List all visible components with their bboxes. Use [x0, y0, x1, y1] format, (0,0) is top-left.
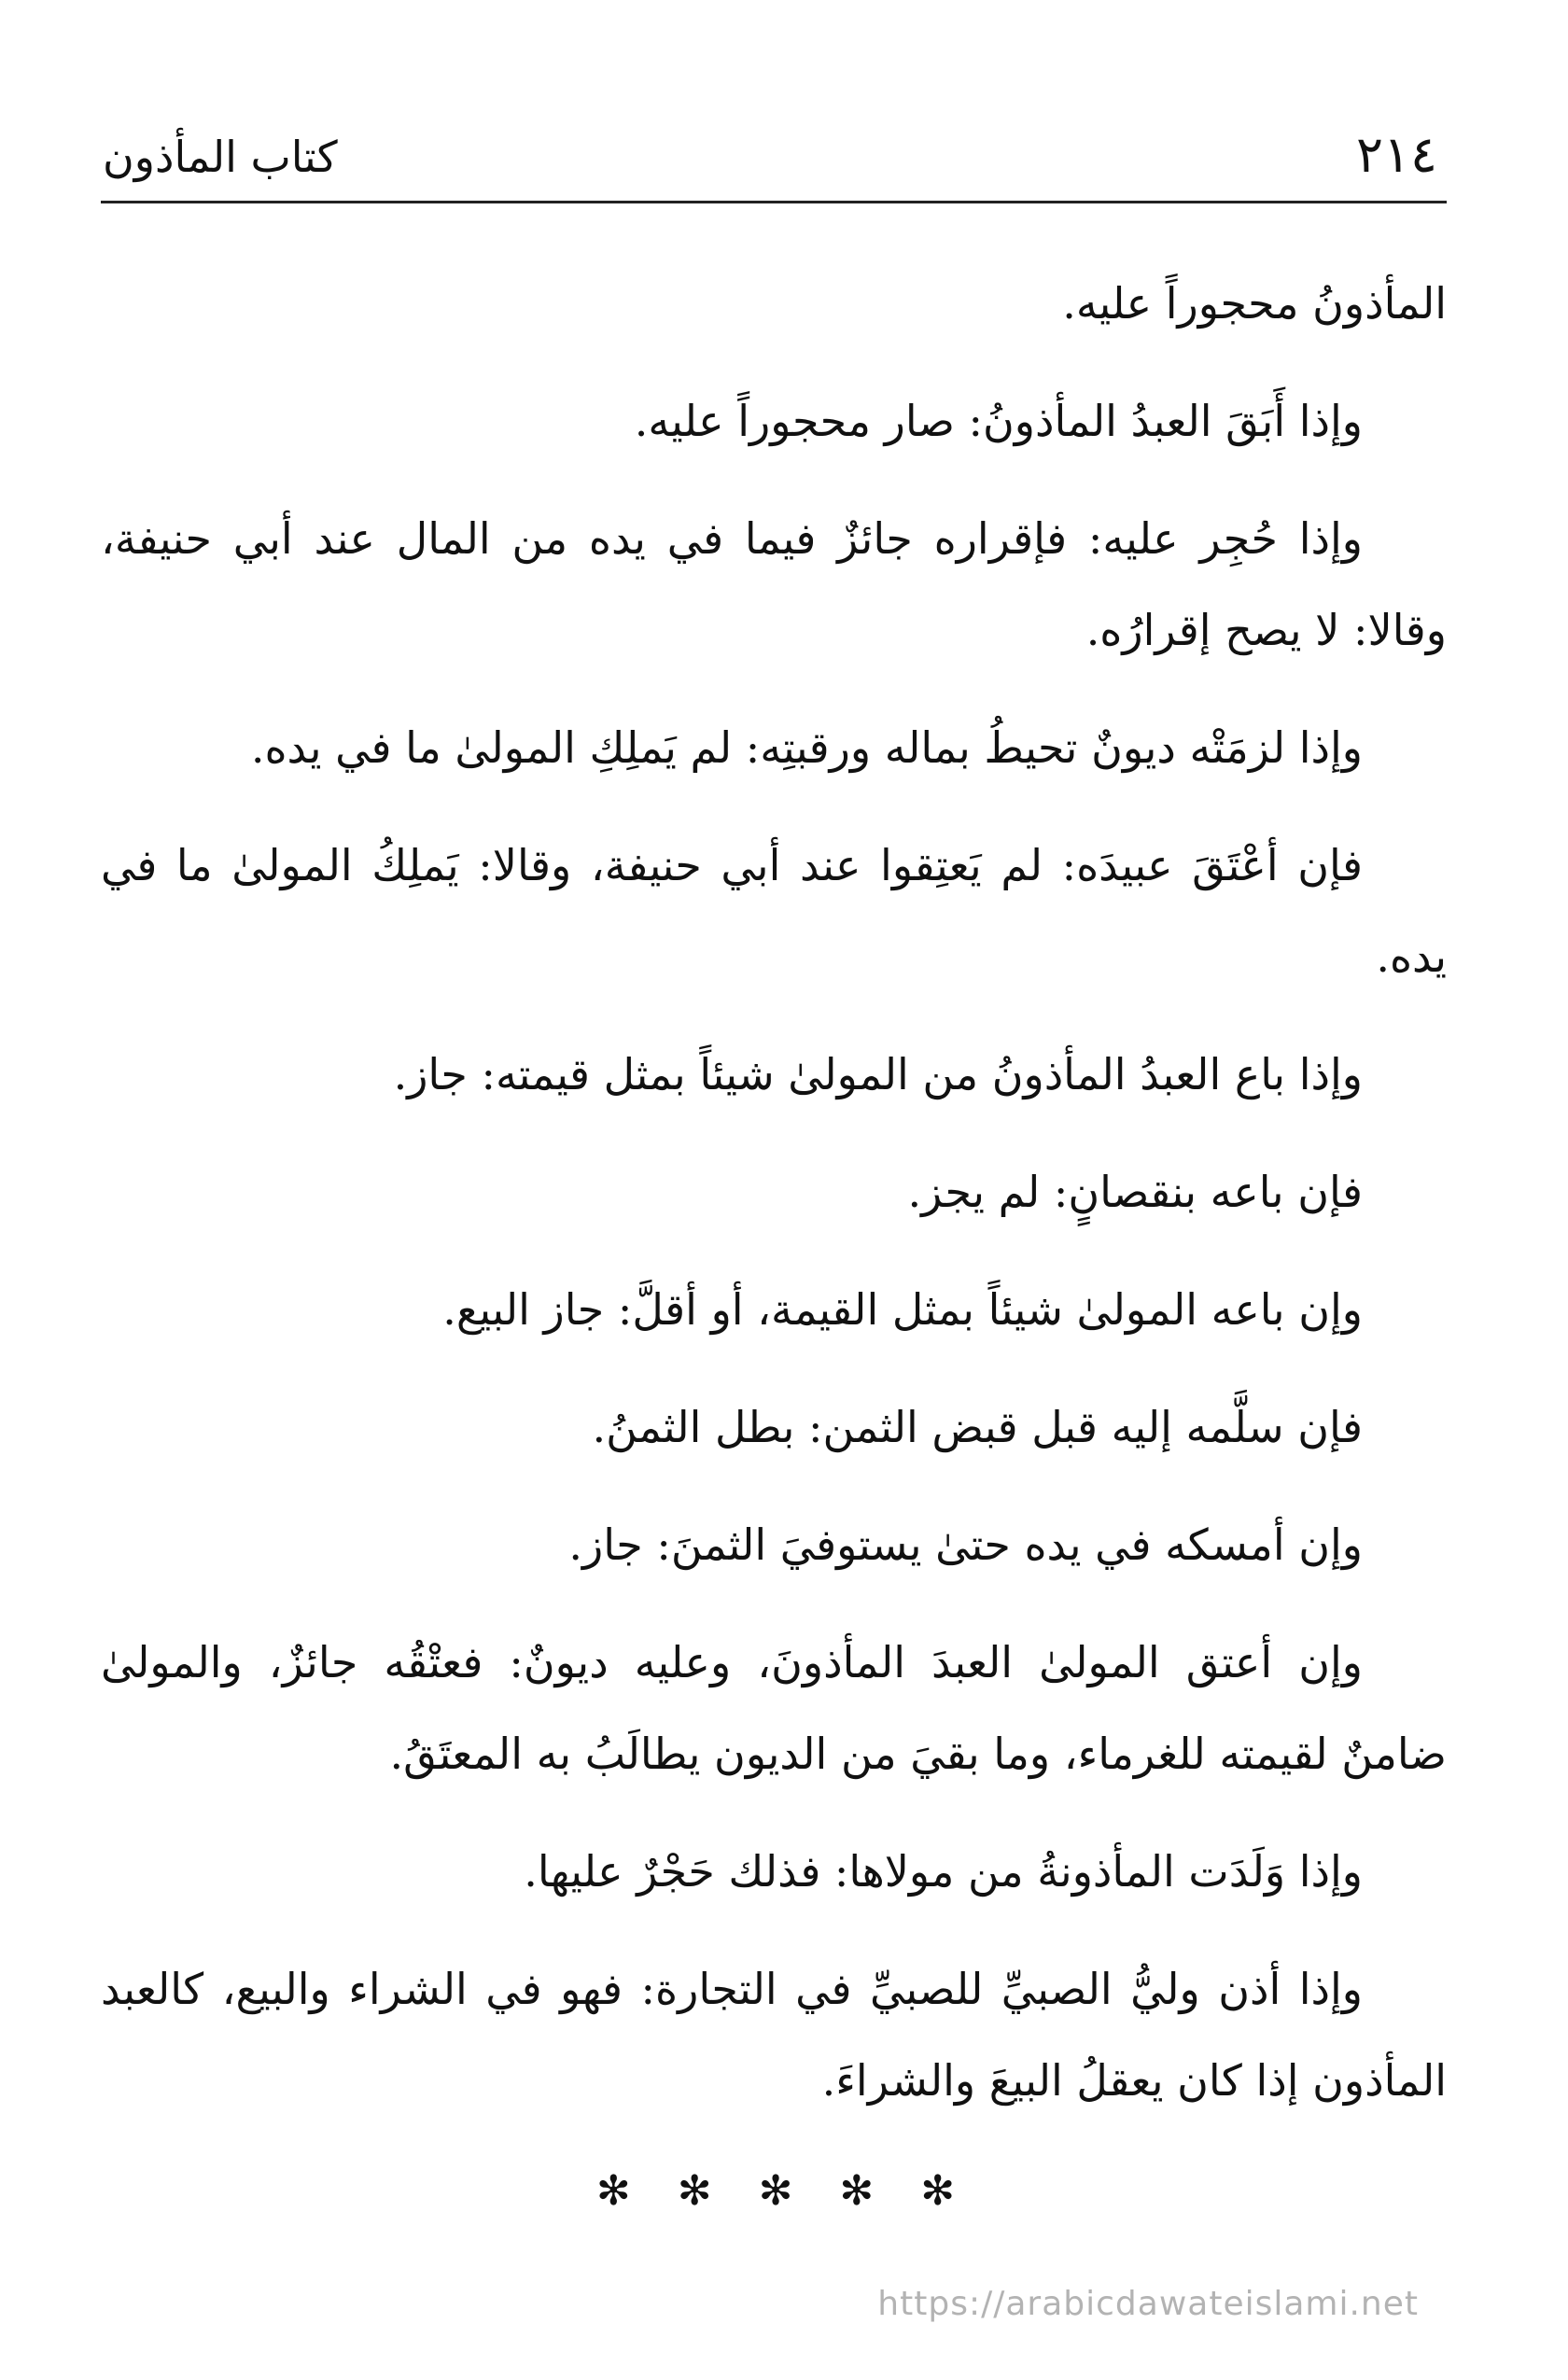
section-end-ornament: ✻ ✻ ✻ ✻ ✻	[595, 2167, 973, 2215]
page-number: ٢١٤	[1355, 125, 1437, 184]
paragraph: وإذا أَبَقَ العبدُ المأذونُ: صار محجوراً عليه.	[634, 396, 1363, 446]
paragraph: وإن أمسكه في يده حتىٰ يستوفيَ الثمنَ: جاز.	[568, 1519, 1363, 1570]
paragraph: فإن باعه بنقصانٍ: لم يجز.	[907, 1167, 1363, 1217]
paragraph: فإن أعْتَقَ عبيدَه: لم يَعتِقوا عند أبي حنيفة، وقالا: يَملِكُ المولىٰ ما في يده.	[101, 840, 1447, 982]
watermark-url: https://arabicdawateislami.net	[877, 2285, 1419, 2323]
header-divider	[101, 201, 1447, 203]
paragraph: وإذا باع العبدُ المأذونُ من المولىٰ شيئاً بمثل قيمته: جاز.	[393, 1049, 1363, 1099]
paragraph: وإذا حُجِر عليه: فإقراره جائزٌ فيما في يده من المال عند أبي حنيفة، وقالا: لا يصح إقرارُه.	[101, 513, 1447, 655]
paragraph: المأذونُ محجوراً عليه.	[1062, 278, 1447, 329]
paragraph: وإذا أذن وليُّ الصبيِّ للصبيِّ في التجارة: فهو في الشراء والبيع، كالعبد المأذون إذا كان يعقلُ البيعَ والشراءَ.	[101, 1964, 1447, 2106]
paragraph: وإن باعه المولىٰ شيئاً بمثل القيمة، أو أقلَّ: جاز البيع.	[442, 1284, 1363, 1335]
running-header	[101, 121, 1447, 205]
paragraph: فإن سلَّمه إليه قبل قبض الثمن: بطل الثمنُ.	[592, 1402, 1363, 1452]
paragraph: وإن أعتق المولىٰ العبدَ المأذونَ، وعليه ديونٌ: فعتْقُه جائزٌ، والمولىٰ ضامنٌ لقيمته للغرماء، وما بقيَ من الديون يطالَبُ به المعتَقُ.	[101, 1637, 1447, 1779]
book-title: كتاب المأذون	[103, 132, 338, 182]
paragraph: وإذا وَلَدَت المأذونةُ من مولاها: فذلك حَجْرٌ عليها.	[524, 1846, 1363, 1897]
body-text	[101, 258, 1447, 2152]
paragraph: وإذا لزمَتْه ديونٌ تحيطُ بماله ورقبتِه: لم يَملِكِ المولىٰ ما في يده.	[250, 722, 1363, 773]
